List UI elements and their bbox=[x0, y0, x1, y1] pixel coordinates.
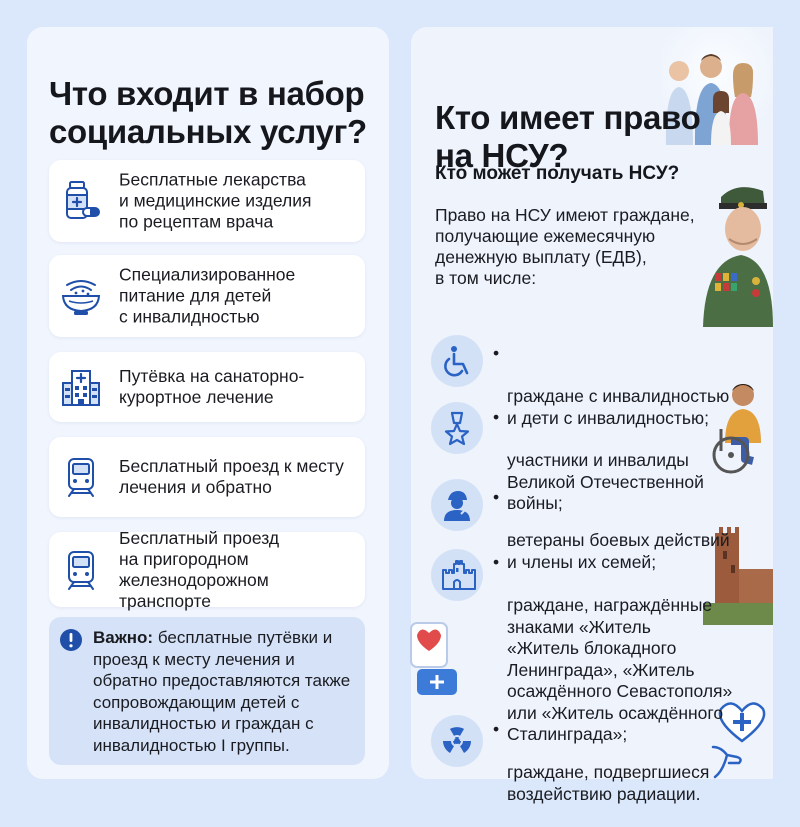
wheelchair-icon-circle bbox=[431, 335, 483, 387]
eligible-group-text: участники и инвалиды Великой Отечественной войны; bbox=[507, 450, 704, 513]
radiation-icon bbox=[440, 724, 474, 758]
important-note bbox=[49, 617, 365, 765]
eligibility-panel bbox=[411, 27, 773, 804]
service-card-text: Бесплатные лекарства и медицинские изделия по рецептам врача bbox=[119, 169, 312, 232]
service-card-text: Путёвка на санаторно- курортное лечение bbox=[119, 366, 305, 407]
service-card-medicine bbox=[49, 160, 365, 242]
social-services-panel bbox=[27, 27, 389, 779]
service-card-text: Специализированное питание для детей с инвалидностью bbox=[119, 264, 296, 327]
eligible-group-text: граждане с инвалидностью и дети с инвалидностью; bbox=[507, 386, 730, 428]
medal-star-icon bbox=[440, 411, 474, 445]
food-bowl-icon bbox=[59, 274, 103, 318]
eligible-group-item bbox=[493, 719, 709, 827]
service-card-travel-treatment bbox=[49, 437, 365, 517]
train-icon bbox=[59, 548, 103, 592]
note-text bbox=[93, 627, 357, 756]
eligible-group-text: ветераны боевых действий и члены их семей; bbox=[507, 530, 730, 572]
wheelchair-icon bbox=[440, 344, 474, 378]
radiation-icon-circle bbox=[431, 715, 483, 767]
service-card-commuter-train bbox=[49, 527, 365, 611]
train-icon bbox=[59, 455, 103, 499]
veteran-photo bbox=[701, 177, 773, 327]
section-subtitle: Кто может получать НСУ? bbox=[435, 163, 680, 184]
bullet: • bbox=[493, 719, 500, 739]
soldier-icon bbox=[440, 488, 474, 522]
eligible-group-text: граждане, подвергшиеся воздействию радиации. bbox=[507, 762, 710, 804]
note-body: бесплатные путёвки и проезд к месту лечения и обратно предоставляются также сопровождающим детей с инвалидностью и граждан с инвалидностью I группы. bbox=[93, 628, 351, 755]
intro-text: Право на НСУ имеют граждане, получающие ежемесячную денежную выплату (ЕДВ), в том числе: bbox=[435, 205, 695, 288]
soldier-icon-circle bbox=[431, 479, 483, 531]
bullet: • bbox=[493, 552, 500, 572]
service-card-sanatorium bbox=[49, 352, 365, 422]
sanatorium-icon bbox=[59, 365, 103, 409]
fortress-icon-circle bbox=[431, 549, 483, 601]
panel-title: Что входит в набор социальных услуг? bbox=[49, 75, 367, 150]
note-label: Важно: bbox=[93, 628, 154, 647]
medical-illustration bbox=[411, 603, 461, 703]
info-icon bbox=[59, 628, 83, 652]
fortress-icon bbox=[440, 558, 474, 592]
service-card-nutrition bbox=[49, 255, 365, 337]
bullet: • bbox=[493, 407, 500, 427]
eligible-group-text: граждане, награждённые знаками «Житель «Житель блокадного Ленинграда», «Житель осаждённого Севастополя» или «Житель осаждённого Сталинграда»; bbox=[507, 595, 733, 744]
service-card-text: Бесплатный проезд на пригородном железнодорожном транспорте bbox=[119, 527, 280, 611]
bullet: • bbox=[493, 343, 500, 363]
bullet: • bbox=[493, 487, 500, 507]
panel-title: Кто имеет право на НСУ? bbox=[435, 99, 701, 174]
medicine-icon bbox=[59, 179, 103, 223]
medal-star-icon-circle bbox=[431, 402, 483, 454]
service-card-text: Бесплатный проезд к месту лечения и обратно bbox=[119, 456, 344, 497]
